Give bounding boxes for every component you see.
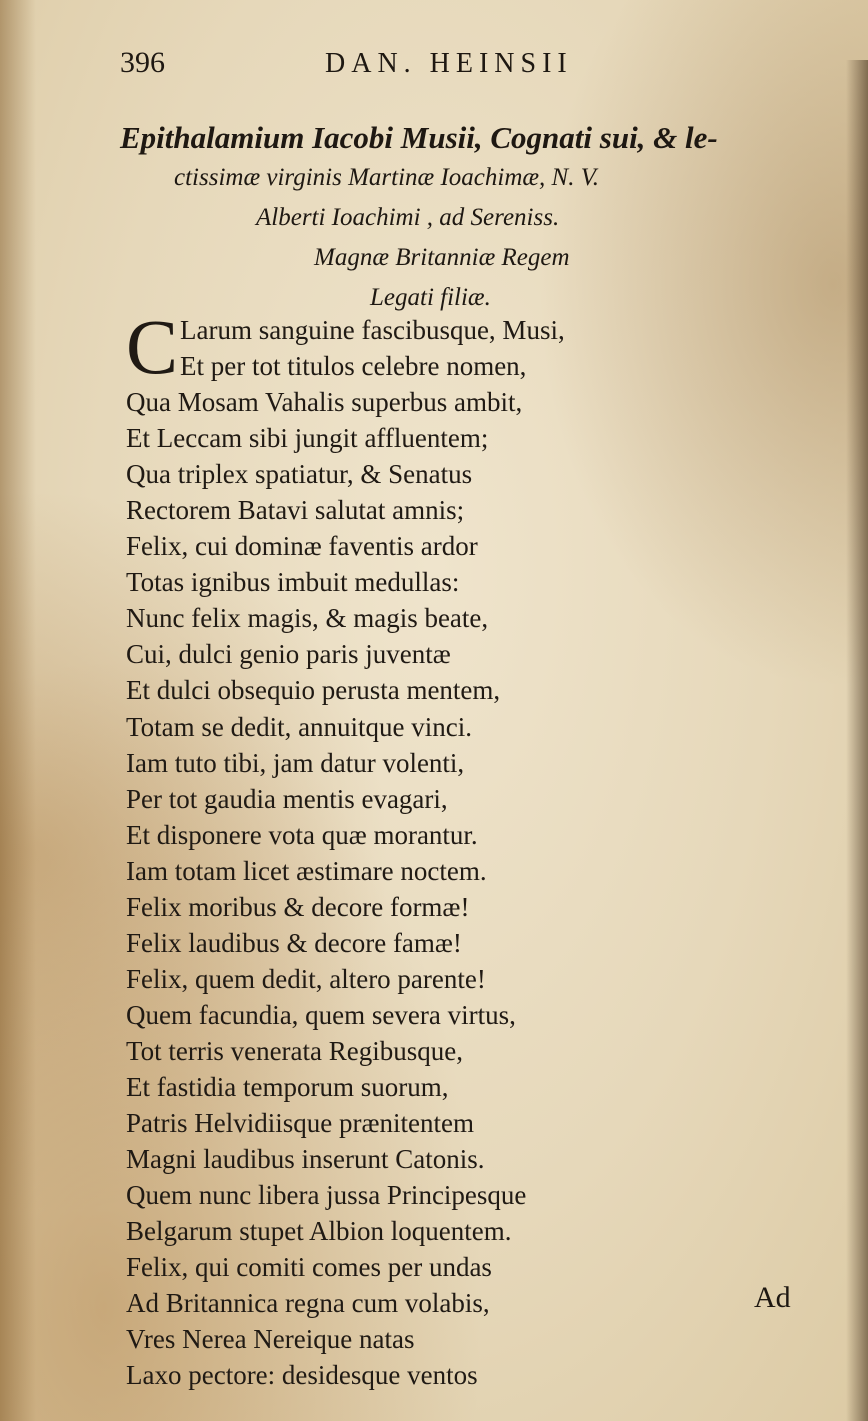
poem-line: Totam se dedit, annuitque vinci. — [126, 711, 473, 742]
poem-line: Larum sanguine fascibusque, Musi, — [180, 315, 565, 345]
poem-line: Felix, qui comiti comes per undas — [126, 1252, 492, 1283]
poem-line: Rectorem Batavi salutat amnis; — [126, 495, 465, 526]
poem-line: Magni laudibus inserunt Catonis. — [126, 1144, 485, 1175]
poem-body — [126, 303, 666, 1393]
title-line: ctissimæ virginis Martinæ Ioachimæ, N. V. — [174, 164, 600, 191]
poem-line: Quem facundia, quem severa virtus, — [126, 999, 516, 1030]
poem-line: Laxo pectore: desidesque ventos — [126, 1360, 478, 1391]
poem-line: Iam tuto tibi, jam datur volenti, — [126, 747, 465, 778]
poem-line: Tot terris venerata Regibusque, — [126, 1035, 463, 1066]
poem-line: Felix, quem dedit, altero parente! — [126, 963, 486, 994]
poem-line: Patris Helvidiisque prænitentem — [126, 1108, 474, 1139]
poem-lines — [126, 348, 666, 1393]
catchword: Ad — [754, 1281, 791, 1314]
title-line: Epithalamium Iacobi Musii, Cognati sui, & le- — [120, 120, 718, 155]
page-number: 396 — [120, 46, 165, 79]
title-line: Magnæ Britanniæ Regem — [314, 244, 570, 271]
poem-line: Iam totam licet æstimare noctem. — [126, 855, 487, 886]
poem-line: Et fastidia temporum suorum, — [126, 1071, 449, 1102]
poem-line: Qua triplex spatiatur, & Senatus — [126, 459, 473, 490]
poem-line: Cui, dulci genio paris juventæ — [126, 639, 451, 670]
poem-line: Et per tot titulos celebre nomen, — [180, 351, 527, 382]
title-line: Legati filiæ. — [370, 284, 491, 311]
page-edge-stain — [0, 0, 36, 1421]
poem-line: Felix moribus & decore formæ! — [126, 891, 470, 922]
poem-line: Per tot gaudia mentis evagari, — [126, 783, 448, 814]
poem-line: Totas ignibus imbuit medullas: — [126, 567, 460, 598]
poem-line: Quem nunc libera jussa Principesque — [126, 1180, 527, 1211]
page-header — [120, 46, 640, 86]
poem-title — [120, 118, 780, 318]
poem-line: Et disponere vota quæ morantur. — [126, 819, 478, 850]
poem-line: Et Leccam sibi jungit affluentem; — [126, 423, 489, 454]
poem-line: Felix, cui dominæ faventis ardor — [126, 531, 478, 562]
poem-line: Vres Nerea Nereique natas — [126, 1324, 415, 1355]
running-head: DAN. HEINSII — [325, 48, 573, 79]
title-line: Alberti Ioachimi , ad Sereniss. — [256, 204, 560, 231]
poem-line: Qua Mosam Vahalis superbus ambit, — [126, 387, 523, 418]
poem-line: Ad Britannica regna cum volabis, — [126, 1288, 490, 1319]
poem-line: Et dulci obsequio perusta mentem, — [126, 675, 501, 706]
poem-line: Felix laudibus & decore famæ! — [126, 927, 462, 958]
page-gutter-shadow — [846, 60, 868, 1421]
drop-cap-initial: C — [126, 303, 179, 390]
poem-line: Belgarum stupet Albion loquentem. — [126, 1216, 512, 1247]
poem-line: Nunc felix magis, & magis beate, — [126, 603, 489, 634]
